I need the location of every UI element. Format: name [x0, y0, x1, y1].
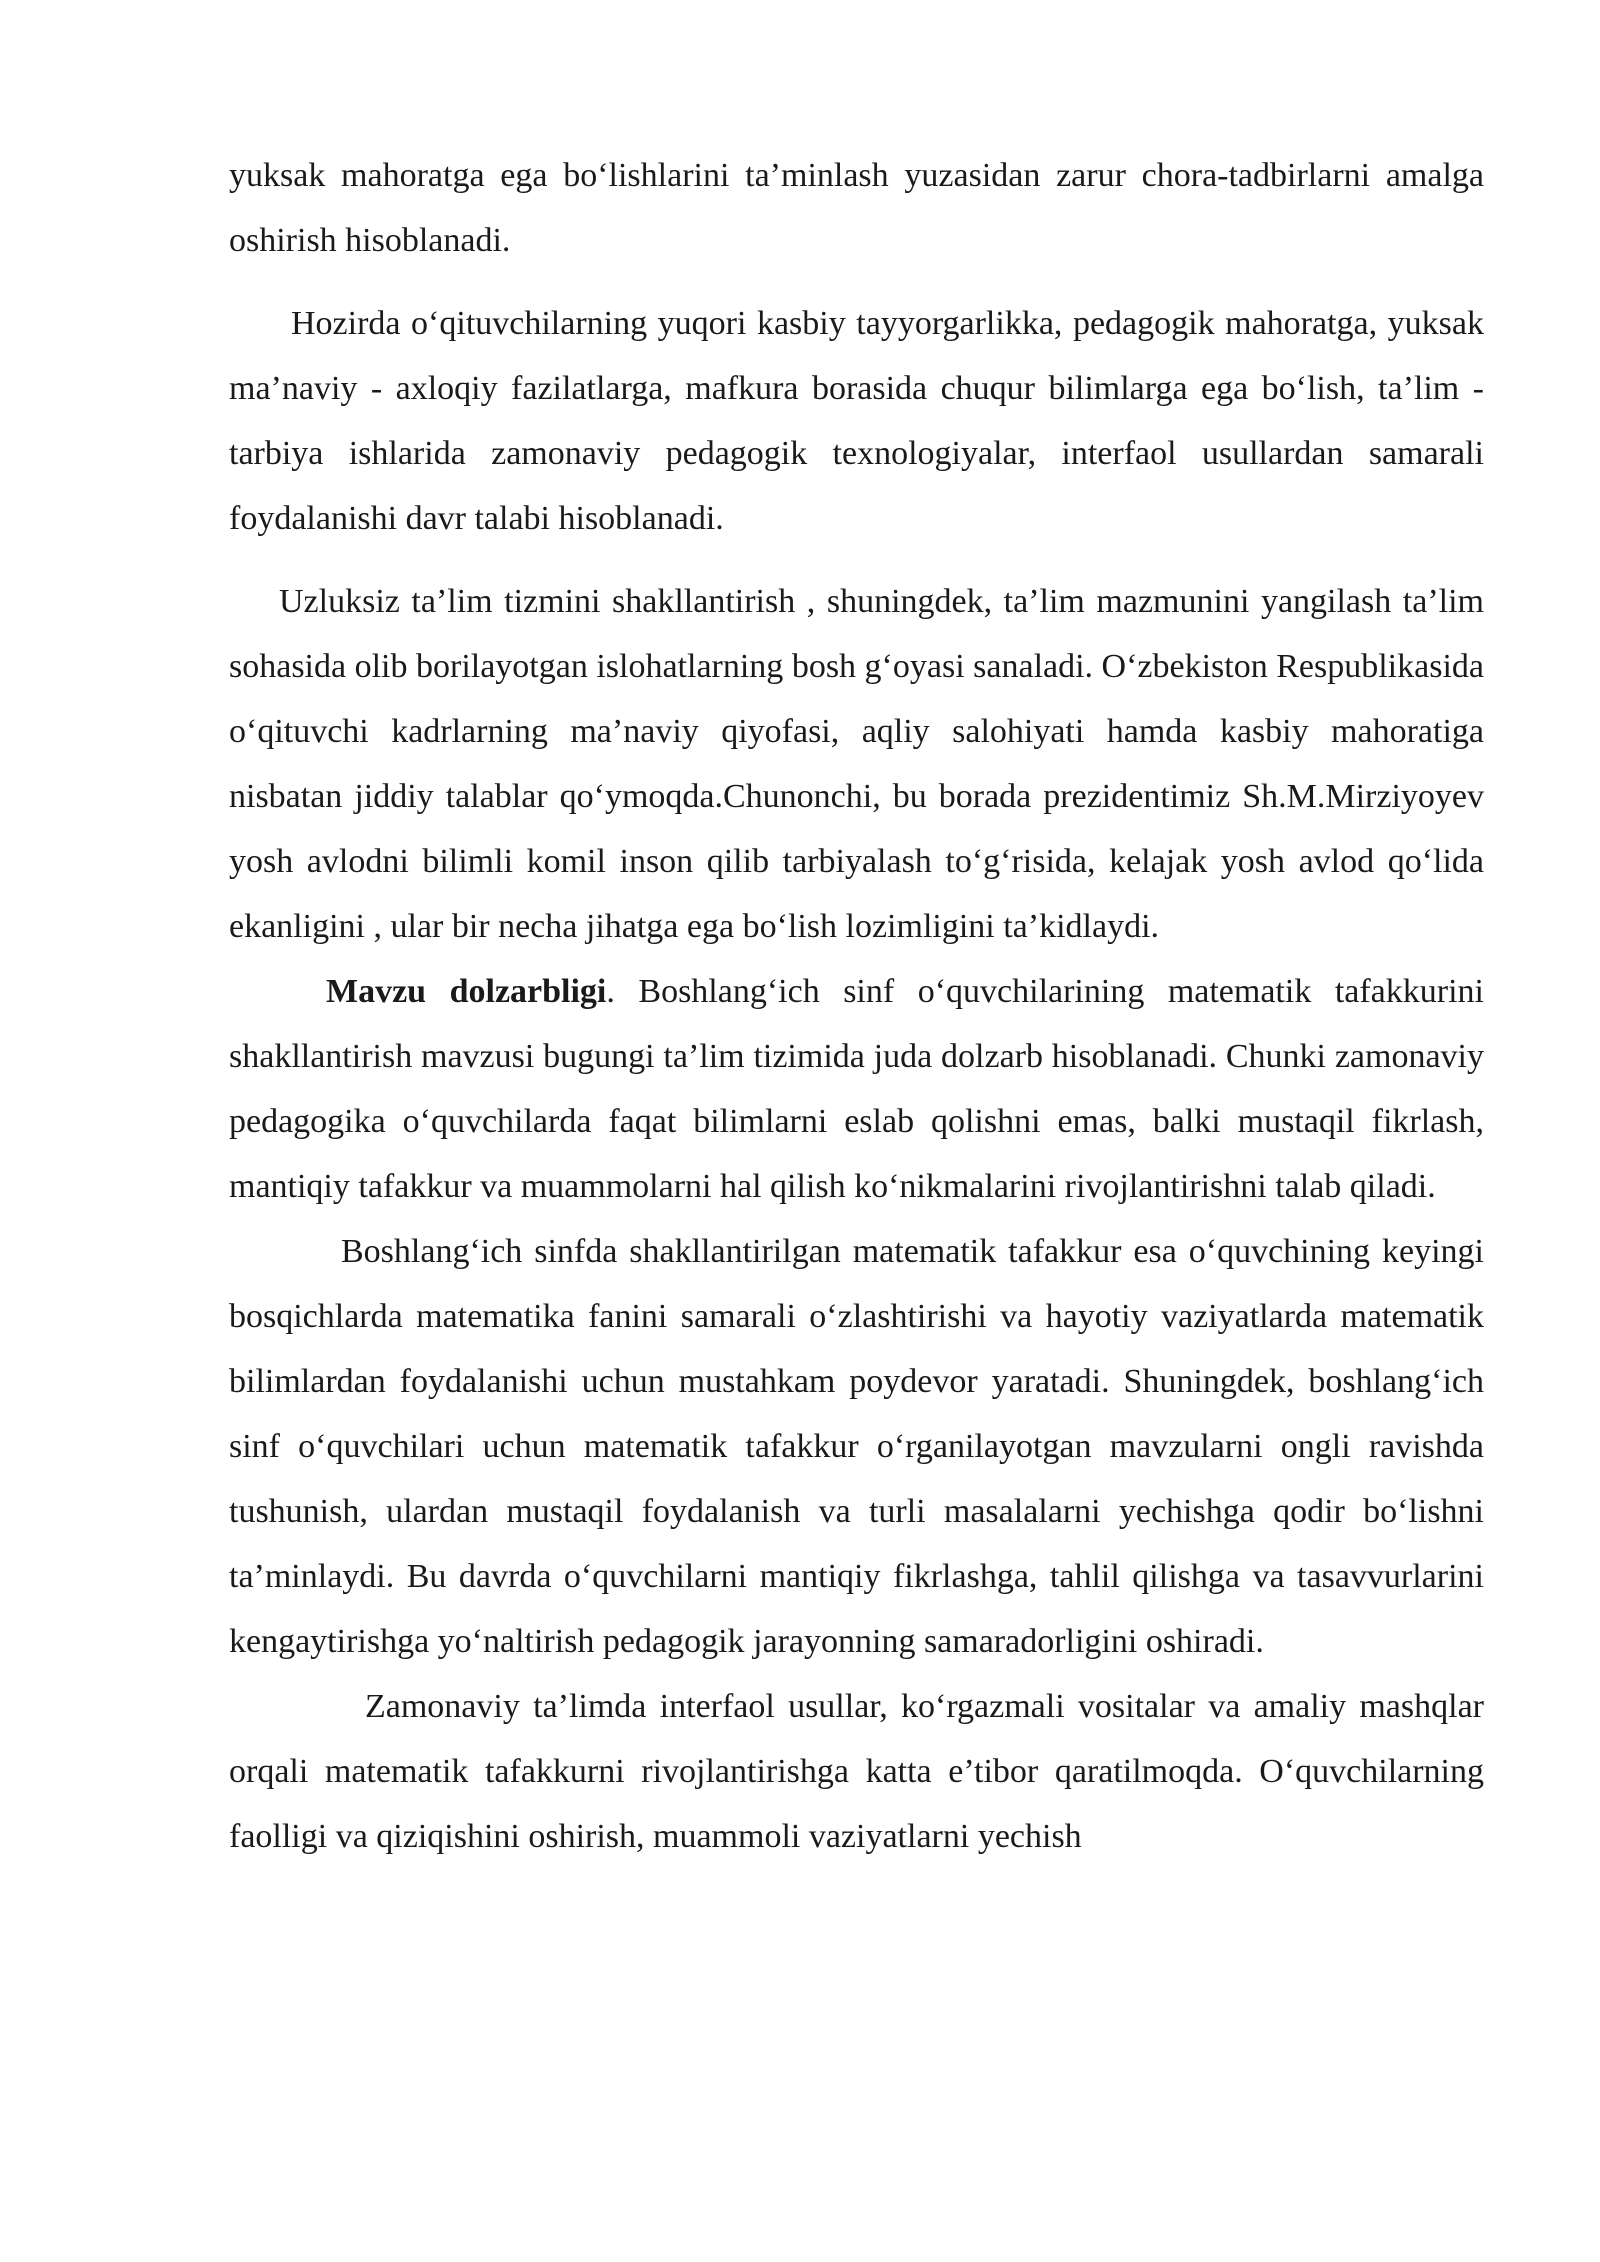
- document-body: [229, 143, 1484, 1869]
- paragraph-2: Hozirda o‘qituvchilarning yuqori kasbiy tayyorgarlikka, pedagogik mahoratga, yuksak ma’naviy - axloqiy fazilatlarga, mafkura borasida chuqur bilimlarga ega bo‘lish, ta’lim - tarbiya ishlarida zamonaviy pedagogik texnologiyalar, interfaol usullardan samarali foydalanishi davr talabi hisoblanadi.: [229, 305, 1484, 537]
- paragraph-1: yuksak mahoratga ega bo‘lishlarini ta’minlash yuzasidan zarur chora-tadbirlarni amalga oshirish hisoblanadi.: [229, 157, 1484, 259]
- paragraph-6: Zamonaviy ta’limda interfaol usullar, ko‘rgazmali vositalar va amaliy mashqlar orqali matematik tafakkurni rivojlantirishga katta e’tibor qaratilmoqda. O‘quvchilarning faolligi va qiziqishini oshirish, muammoli vaziyatlarni yechish: [229, 1688, 1484, 1855]
- section-heading-topic-relevance: Mavzu dolzarbligi: [326, 973, 607, 1010]
- paragraph-3: Uzluksiz ta’lim tizmini shakllantirish , shuningdek, ta’lim mazmunini yangilash ta’lim sohasida olib borilayotgan islohatlarning bosh g‘oyasi sanaladi. O‘zbekiston Respublikasida o‘qituvchi kadrlarning ma’naviy qiyofasi, aqliy salohiyati hamda kasbiy mahoratiga nisbatan jiddiy talablar qo‘ymoqda.Chunonchi, bu borada prezidentimiz Sh.M.Mirziyoyev yosh avlodni bilimli komil inson qilib tarbiyalash to‘g‘risida, kelajak yosh avlod qo‘lida ekanligini , ular bir necha jihatga ega bo‘lish lozimligini ta’kidlaydi.: [229, 583, 1484, 945]
- paragraph-4: [229, 959, 1484, 1219]
- paragraph-5: Boshlang‘ich sinfda shakllantirilgan matematik tafakkur esa o‘quvchining keyingi bosqichlarda matematika fanini samarali o‘zlashtirishi va hayotiy vaziyatlarda matematik bilimlardan foydalanishi uchun mustahkam poydevor yaratadi. Shuningdek, boshlang‘ich sinf o‘quvchilari uchun matematik tafakkur o‘rganilayotgan mavzularni ongli ravishda tushunish, ulardan mustaqil foydalanish va turli masalalarni yechishga qodir bo‘lishni ta’minlaydi. Bu davrda o‘quvchilarni mantiqiy fikrlashga, tahlil qilishga va tasavvurlarini kengaytirishga yo‘naltirish pedagogik jarayonning samaradorligini oshiradi.: [229, 1233, 1484, 1660]
- paragraph-4-text: . Boshlang‘ich sinf o‘quvchilarining matematik tafakkurini shakllantirish mavzusi bugungi ta’lim tizimida juda dolzarb hisoblanadi. Chunki zamonaviy pedagogika o‘quvchilarda faqat bilimlarni eslab qolishni emas, balki mustaqil fikrlash, mantiqiy tafakkur va muammolarni hal qilish ko‘nikmalarini rivojlantirishni talab qiladi.: [229, 973, 1484, 1205]
